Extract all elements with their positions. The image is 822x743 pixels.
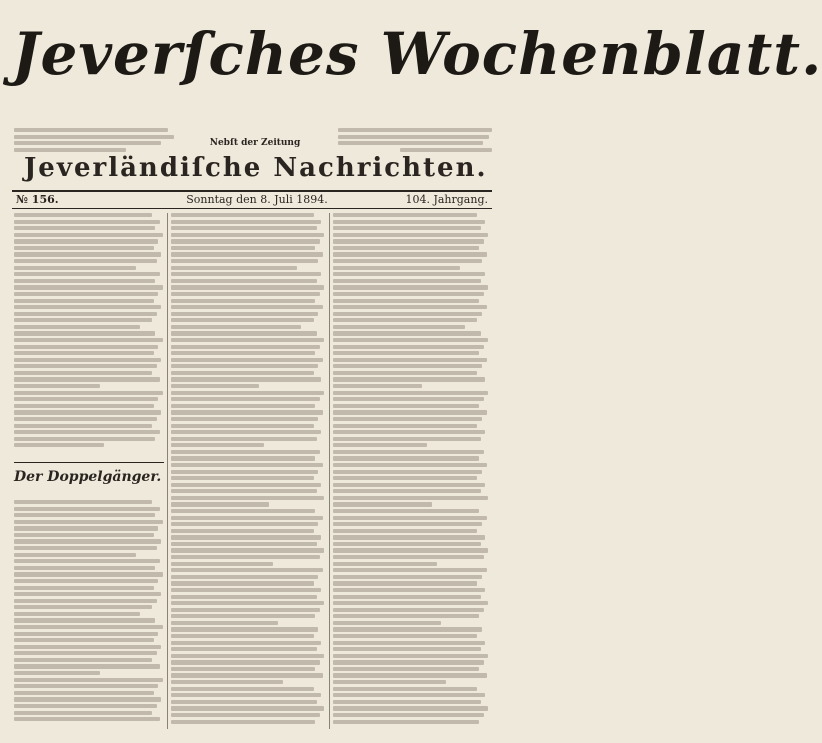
text-line [171, 654, 324, 658]
text-line [333, 417, 482, 421]
text-line [333, 443, 427, 447]
text-line [333, 483, 485, 487]
text-line [14, 704, 157, 708]
text-line [14, 312, 157, 316]
text-line [333, 667, 479, 671]
text-line [14, 233, 163, 237]
text-line [333, 568, 487, 572]
text-line [333, 331, 481, 335]
text-line [171, 489, 317, 493]
text-line [14, 572, 163, 576]
text-line [14, 513, 155, 517]
text-line [14, 364, 157, 368]
text-line [14, 252, 161, 256]
text-line [333, 680, 446, 684]
text-line [333, 345, 484, 349]
text-line [333, 226, 481, 230]
text-line [333, 634, 477, 638]
text-line [333, 516, 487, 520]
subtitle: Jeverländiſche Nachrichten. [24, 153, 488, 183]
text-line [333, 259, 482, 263]
text-line [333, 233, 488, 237]
divider-bottom [12, 208, 492, 209]
text-line [171, 325, 301, 329]
text-line [171, 581, 314, 585]
text-line [171, 575, 318, 579]
text-line [14, 377, 160, 381]
text-line [171, 331, 317, 335]
text-line [333, 588, 485, 592]
text-line [14, 664, 160, 668]
text-line [14, 658, 152, 662]
text-line [171, 272, 321, 276]
text-line [333, 713, 484, 717]
text-line [333, 377, 485, 381]
serial-heading: Der Doppelgänger. [14, 469, 162, 485]
text-line [171, 391, 324, 395]
text-line [333, 272, 485, 276]
text-line [171, 285, 324, 289]
text-line [333, 496, 488, 500]
text-line [333, 351, 479, 355]
text-line [333, 641, 485, 645]
text-line [333, 318, 477, 322]
text-line [14, 358, 161, 362]
issue-number: № 156. [16, 193, 59, 206]
text-line [14, 285, 163, 289]
text-line [14, 220, 160, 224]
text-line [171, 338, 324, 342]
text-line [171, 608, 320, 612]
text-line [14, 437, 155, 441]
text-line [171, 568, 323, 572]
text-line [171, 299, 315, 303]
news-column-2 [171, 213, 326, 729]
text-line [14, 553, 136, 557]
text-line [171, 621, 278, 625]
text-line [171, 226, 317, 230]
masthead-title: Jeverſches Wochenblatt. [12, 20, 822, 88]
text-line [14, 546, 157, 550]
text-line [171, 371, 314, 375]
issue-volume: 104. Jahrgang. [405, 193, 488, 206]
text-line [171, 266, 297, 270]
text-line [14, 213, 152, 217]
text-line [14, 279, 155, 283]
text-line [333, 720, 479, 724]
text-line [171, 470, 318, 474]
text-line [171, 345, 320, 349]
text-line [14, 625, 163, 629]
column-divider [329, 213, 330, 729]
text-line [333, 509, 479, 513]
text-line [171, 476, 314, 480]
text-line [333, 489, 481, 493]
text-line [14, 410, 161, 414]
text-line [14, 533, 154, 537]
text-line [333, 476, 477, 480]
text-line [333, 450, 484, 454]
text-line [171, 220, 321, 224]
text-line [14, 638, 154, 642]
text-line [333, 548, 488, 552]
text-line [333, 647, 481, 651]
text-line [171, 522, 318, 526]
text-line [171, 417, 318, 421]
text-line [171, 318, 314, 322]
text-line [171, 496, 324, 500]
text-line [171, 720, 315, 724]
text-line [14, 612, 140, 616]
text-line [171, 305, 323, 309]
text-line [333, 470, 482, 474]
text-line [171, 647, 317, 651]
text-line [171, 292, 320, 296]
text-line [14, 671, 100, 675]
text-line [171, 706, 324, 710]
text-line [171, 463, 323, 467]
text-line [14, 717, 160, 721]
text-line [333, 220, 485, 224]
text-line [14, 226, 155, 230]
text-line [14, 259, 157, 263]
text-line [333, 608, 484, 612]
text-line [14, 711, 152, 715]
serial-story [14, 468, 164, 486]
text-line [333, 285, 488, 289]
text-line [171, 634, 314, 638]
text-line [14, 632, 158, 636]
text-line [14, 678, 163, 682]
text-line [333, 614, 479, 618]
text-line [333, 437, 481, 441]
text-line [333, 279, 481, 283]
column-divider [167, 213, 168, 729]
text-line [333, 542, 481, 546]
text-line [171, 312, 318, 316]
text-line [171, 548, 324, 552]
text-line [171, 430, 321, 434]
text-line [14, 526, 158, 530]
text-line [333, 246, 479, 250]
text-line [14, 430, 160, 434]
text-line [171, 424, 314, 428]
issue-date: Sonntag den 8. Juli 1894. [186, 193, 328, 206]
text-line [171, 351, 315, 355]
text-line [171, 673, 323, 677]
text-line [14, 266, 136, 270]
text-line [171, 246, 315, 250]
text-line [333, 456, 479, 460]
text-line [171, 410, 323, 414]
text-line [333, 404, 479, 408]
text-line [333, 424, 477, 428]
text-line [171, 233, 324, 237]
text-line [333, 654, 488, 658]
text-line [14, 239, 158, 243]
text-line [333, 621, 441, 625]
serial-column-text [14, 500, 164, 729]
text-line [333, 430, 485, 434]
text-line [14, 351, 154, 355]
text-line [333, 213, 477, 217]
text-line [171, 693, 321, 697]
text-line [333, 660, 484, 664]
text-line [333, 371, 477, 375]
text-line [333, 555, 484, 559]
text-line [333, 627, 482, 631]
text-line [171, 384, 259, 388]
text-line [333, 601, 488, 605]
imprint-right [338, 128, 492, 154]
text-line [333, 338, 488, 342]
text-line [171, 562, 273, 566]
text-line [14, 305, 161, 309]
text-line [14, 684, 158, 688]
text-line [14, 384, 100, 388]
text-line [171, 614, 315, 618]
text-line [171, 239, 320, 243]
text-line [14, 586, 154, 590]
text-line [333, 410, 487, 414]
text-line [333, 522, 482, 526]
text-line [171, 660, 320, 664]
text-line [333, 299, 479, 303]
text-line [14, 697, 161, 701]
text-line [171, 641, 321, 645]
news-column-3 [333, 213, 490, 729]
text-line [14, 507, 160, 511]
text-line [171, 443, 264, 447]
text-line [171, 516, 323, 520]
text-line [333, 305, 487, 309]
imprint-left [14, 128, 174, 154]
text-line [14, 520, 163, 524]
text-line [171, 358, 323, 362]
text-line [171, 667, 315, 671]
text-line [333, 397, 484, 401]
text-line [14, 579, 158, 583]
text-line [333, 463, 487, 467]
text-line [333, 266, 460, 270]
supplement-label: Nebſt der Zeitung [209, 138, 301, 148]
text-line [14, 318, 152, 322]
text-line [333, 581, 477, 585]
text-line [14, 559, 160, 563]
text-line [171, 588, 321, 592]
text-line [14, 371, 152, 375]
text-line [14, 272, 160, 276]
text-line [14, 325, 140, 329]
text-line [171, 687, 314, 691]
text-line [14, 397, 158, 401]
text-line [171, 377, 321, 381]
text-line [14, 443, 104, 447]
news-column-1 [14, 213, 164, 457]
text-line [14, 299, 154, 303]
text-line [333, 700, 481, 704]
issue-row [12, 192, 492, 208]
text-line [333, 595, 481, 599]
text-line [333, 502, 432, 506]
text-line [171, 279, 317, 283]
text-line [171, 542, 317, 546]
text-line [14, 292, 158, 296]
text-line [14, 691, 154, 695]
text-line [333, 364, 482, 368]
serial-divider [14, 462, 164, 463]
text-line [171, 502, 269, 506]
text-line [333, 706, 488, 710]
text-line [333, 384, 422, 388]
text-line [333, 252, 487, 256]
text-line [14, 417, 157, 421]
text-line [171, 509, 315, 513]
text-line [14, 592, 161, 596]
text-line [171, 364, 318, 368]
text-line [171, 404, 315, 408]
text-line [171, 627, 318, 631]
text-line [14, 345, 158, 349]
text-line [171, 601, 324, 605]
text-line [14, 391, 163, 395]
text-line [171, 483, 321, 487]
text-line [333, 693, 485, 697]
text-line [171, 595, 317, 599]
text-line [171, 713, 320, 717]
text-line [14, 338, 163, 342]
text-line [171, 213, 314, 217]
text-line [171, 680, 283, 684]
text-line [14, 246, 154, 250]
text-line [333, 535, 485, 539]
text-line [14, 424, 152, 428]
text-line [171, 529, 314, 533]
text-line [14, 651, 157, 655]
text-line [14, 331, 155, 335]
text-line [171, 252, 323, 256]
text-line [14, 599, 157, 603]
text-line [333, 391, 488, 395]
text-line [171, 450, 320, 454]
text-line [333, 562, 437, 566]
text-line [14, 566, 155, 570]
text-line [171, 259, 318, 263]
text-line [333, 312, 482, 316]
text-line [333, 687, 477, 691]
text-line [333, 239, 484, 243]
text-line [333, 575, 482, 579]
text-line [14, 645, 161, 649]
text-line [14, 618, 155, 622]
text-line [333, 325, 465, 329]
text-line [14, 500, 152, 504]
text-line [14, 605, 152, 609]
text-line [333, 529, 477, 533]
text-line [171, 437, 317, 441]
text-line [171, 535, 321, 539]
text-line [171, 456, 315, 460]
text-line [333, 358, 487, 362]
text-line [333, 292, 484, 296]
text-line [171, 555, 320, 559]
text-line [14, 539, 161, 543]
text-line [14, 404, 154, 408]
text-line [333, 673, 487, 677]
text-line [171, 700, 317, 704]
text-line [171, 397, 320, 401]
